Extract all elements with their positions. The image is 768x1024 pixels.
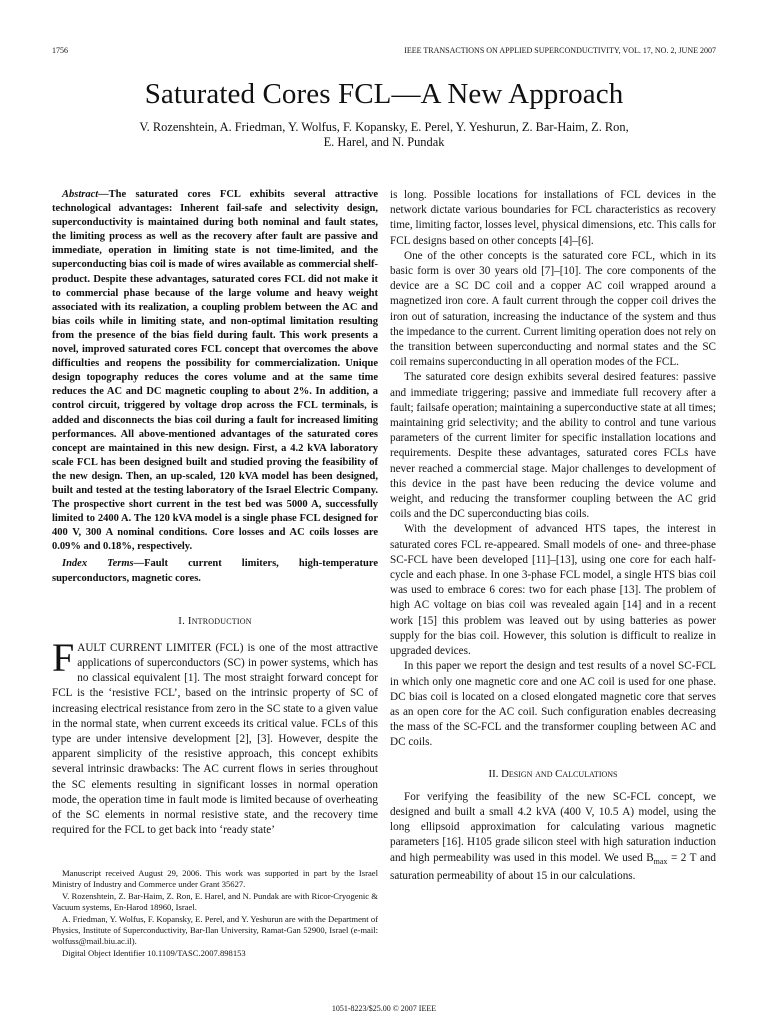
intro-lead: AULT CURRENT LIMITER (FCL) [77, 641, 244, 654]
paragraph-saturated-core: One of the other concepts is the saturated core FCL, which in its basic form is over 30 years old [7]–[10]. The core components of the device are a SC DC coil and a copper AC coil wrapped around a magnetized iron core. A fault current through the copper coil drives the iron out of saturation, increasing the inductance of the system and thus the impedance to the current. Current limiting operation does not rely on the transition between superconducting and normal states and the SC coil remains superconducting in all operation modes of the FCL. [390, 249, 716, 369]
index-terms-text: —Fault current limiters, high-temperature superconductors, magnetic cores. [52, 558, 378, 584]
author-line-1: V. Rozenshtein, A. Friedman, Y. Wolfus, F. Kopansky, E. Perel, Y. Yeshurun, Z. Bar-Haim, Z. Ron, [139, 120, 629, 134]
design-text-pre: We used [604, 851, 647, 864]
paragraph-design [390, 790, 716, 884]
section-title: Introduction [187, 614, 252, 627]
abstract [52, 188, 378, 554]
paragraph-report: In this paper we report the design and test results of a novel SC-FCL in which only one magnetic core and one AC coil is used for one phase. DC bias coil is located on a closed elongated magnetic core that serves as an open core for the AC coil. Such configuration enables decreasing the mass of the SC-FCL and the transformer coupling between AC and DC coils. [390, 660, 716, 749]
abstract-text: —The saturated cores FCL exhibits several attractive technological advantages: Inherent fail-safe and selectivity design, superconductivity is maintained during both nominal and fault states, the limiting process as well as the recovery after fault are passive and immediate, operation in limiting state is not time-limited, and the superconducting bias coil is made of wires available as commercial shelf-product. Despite these advantages, saturated cores FCL did not make it to commercial phase because of the large volume and heavy weight associated with its realization, a coupling problem between the AC and bias coils while in limiting state, and non-optimal limitation resulting from the presence of the bias field during fault. This work presents a novel, improved saturated cores FCL concept that overcomes the above difficulties and reopens the possibility for commercialization. Unique design topography reduces the cores volume and at the same time reduces the AC and DC magnetic coupling to about 2%. In addition, a control circuit, triggered by voltage drop across the FCL terminals, is added and disconnects the bias coil during a fault for increased limiting performances. All above-mentioned advantages of the saturated cores concept are maintained in this new design. First, a 4.2 kVA laboratory scale FCL has been designed built and studied proving the feasibility of the new design. Then, an up-scaled, 120 kVA model has been designed, built and tested at the testing laboratory of the Israel Electric Company. The prospective short current in the test bed was 5000 A, successfully limited to 2400 A. The 120 kVA model is a single phase FCL designed for 400 V, 300 A nominal conditions. Core losses and AC coils losses are 0.09% and 0.18%, respectively. [52, 189, 378, 553]
footnote-bar-ilan: A. Friedman, Y. Wolfus, F. Kopansky, E. Perel, and Y. Yeshurun are with the Department of Physics, Institute of Superconductivity, Bar-Ilan University, Ramat-Gan 52900, Israel (e-mail: wolfuss@mail.biu.ac.il). [52, 913, 378, 947]
paragraph-continued: is long. Possible locations for installations of FCL devices in the network dictate various boundaries for FCL characteristics as recovery time, limiting factor, losses level, physical dimensions, etc. This calls for FCL designs based on other concepts [4]–[6]. [390, 189, 716, 247]
journal-header: IEEE TRANSACTIONS ON APPLIED SUPERCONDUCTIVITY, VOL. 17, NO. 2, JUNE 2007 [404, 46, 716, 55]
drop-cap: F [52, 634, 75, 680]
section-heading-introduction [52, 614, 378, 629]
design-text: For verifying the feasibility of the new SC-FCL concept, we designed and built a small 4.2 kVA (400 V, 10.5 A) model, using the long ellipsoid approximation for calculating various magnetic parameters [16]. H105 grade silicon steel with high saturation induction and high permeability was used in this model. [390, 790, 716, 864]
footnote-manuscript: Manuscript received August 29, 2006. This work was supported in part by the Israel Ministry of Industry and Commerce under Grant 35627. [52, 868, 378, 890]
paragraph-features: The saturated core design exhibits several desired features: passive and immediate triggering; passive and immediate full recovery after a fault; failsafe operation; maintaining a superconductive state at all times; maintaining grid selectivity; and the ability to control and tune various parameters of the current limiter for specific installation locations and requirements. Despite these advantages, saturated cores FCLs have never reached a commercial stage. Major challenges to development of this device in the past have been reducing the device volume and weight, and reducing the transformer coupling between the AC grid coils and the DC superconducting bias coils. [390, 371, 716, 521]
paragraph-hts: With the development of advanced HTS tapes, the interest in saturated cores FCL re-appeared. Small models of one- and three-phase SC-FCL have been developed [11]–[13], using one core for each half-cycle and each phase. In one 3-phase FCL model, a single HTS bias coil was used to embrace 6 cores: two for each phase [13]. The problem of high AC voltage on bias coil was revealed again [14] and in a recent work [15] this problem was leaved out by using batteries as power supply for the bias coil. However, this solution is difficult to realize in upgraded devices. [390, 523, 716, 658]
footnote-ricor: V. Rozenshtein, Z. Bar-Haim, Z. Ron, E. Harel, and N. Pundak are with Ricor-Cryogenic & Vacuum systems, En-Harod 18960, Israel. [52, 890, 378, 913]
section-title: Design and Calculations [501, 767, 618, 780]
index-terms [52, 557, 378, 585]
intro-text: is one of the most attractive applications of superconductors (SC) in power systems, which has no classical equivalent [1]. The most straight forward concept for FCL is the ‘resistive FCL’, based on the intrinsic property of SC of increasing electrical resistance from zero in the SC state to a given value in the normal state, when current exceeds its critical value. FCLs of this type are under intensive development [2], [3]. However, despite the apparent simplicity of the resistive approach, this concept exhibits several intrinsic drawbacks: The AC current flows in series throughout the SC elements resulting in significant losses in normal operation mode, the operation time in fault mode is limited because of overheating of the SC elements in normal resistive state, and the recovery time required for the FCL to get back into ‘ready state’ [52, 641, 378, 837]
footnotes [52, 868, 378, 959]
page-number: 1756 [52, 46, 68, 55]
right-column [390, 188, 716, 884]
copyright-line: 1051-8223/$25.00 © 2007 IEEE [331, 1004, 437, 1013]
section-number: II. [488, 767, 499, 780]
author-list [60, 120, 708, 150]
section-number: I. [178, 614, 185, 627]
footnote-doi: Digital Object Identifier 10.1109/TASC.2007.898153 [62, 947, 246, 958]
section-heading-design [390, 767, 716, 782]
design-text-post: and saturation permeability of about 15 in our calculations. [390, 851, 716, 882]
index-terms-label: Index Terms [62, 558, 134, 570]
equation-bmax: $B_{max} = 2$ T [646, 851, 697, 866]
intro-paragraph [52, 634, 378, 839]
abstract-label: Abstract [62, 189, 99, 200]
left-column [52, 188, 378, 838]
author-line-2: E. Harel, and N. Pundak [323, 135, 445, 149]
paper-title: Saturated Cores FCL—A New Approach [144, 78, 624, 110]
